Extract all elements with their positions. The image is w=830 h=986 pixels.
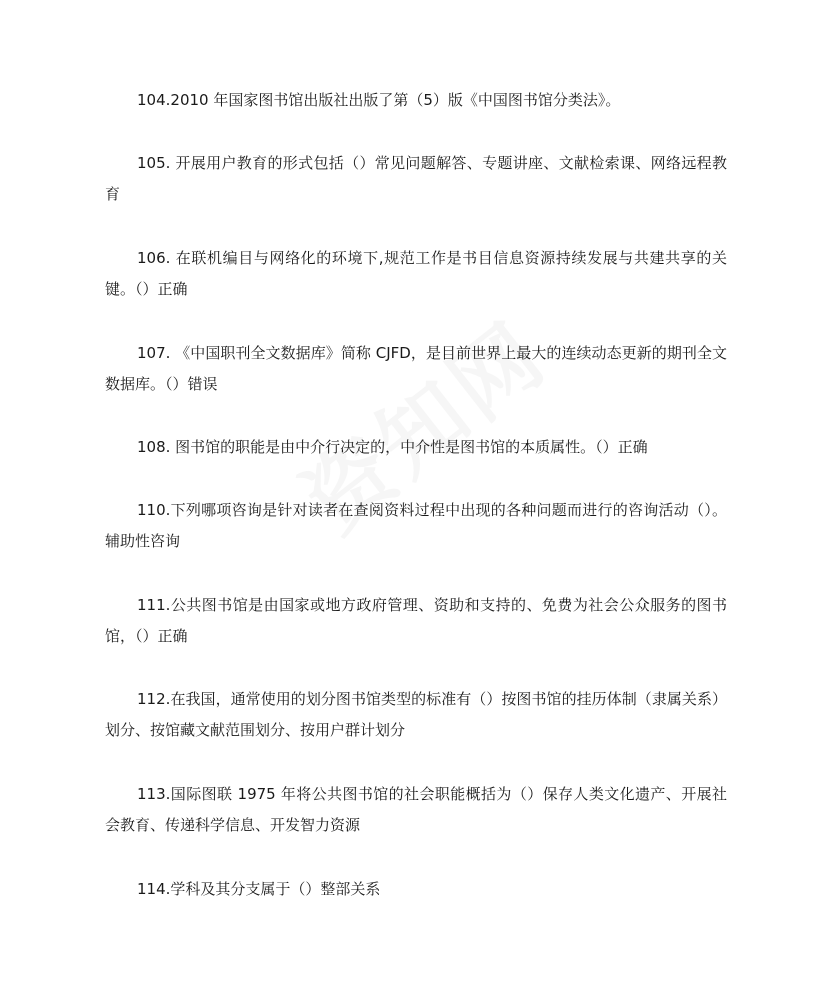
question-104 <box>137 85 737 116</box>
question-104-text: 104.2010 年国家图书馆出版社出版了第（5）版《中国图书馆分类法》。 <box>137 91 621 109</box>
question-114-text: 114.学科及其分支属于（）整部关系 <box>137 880 381 898</box>
question-112 <box>105 684 727 746</box>
question-114 <box>105 874 727 905</box>
question-108-text: 108. 图书馆的职能是由中介行决定的，中介性是图书馆的本质属性。（）正确 <box>137 438 648 456</box>
question-107-text: 107. 《中国职刊全文数据库》简称 CJFD，是目前世界上最大的连续动态更新的期刊全文数据库。（）错误 <box>105 344 727 393</box>
question-112-text: 112.在我国，通常使用的划分图书馆类型的标准有（）按图书馆的挂历体制（隶属关系）划分、按馆藏文献范围划分、按用户群计划分 <box>105 690 727 739</box>
question-111-text: 111.公共图书馆是由国家或地方政府管理、资助和支持的、免费为社会公众服务的图书馆，（）正确 <box>105 596 727 645</box>
question-105-text: 105. 开展用户教育的形式包括（）常见问题解答、专题讲座、文献检索课、网络远程教育 <box>105 154 727 203</box>
question-113 <box>105 779 727 841</box>
question-110 <box>105 495 727 557</box>
question-106-text: 106. 在联机编目与网络化的环境下,规范工作是书目信息资源持续发展与共建共享的关键。（）正确 <box>105 249 727 298</box>
question-113-text: 113.国际图联 1975 年将公共图书馆的社会职能概括为（）保存人类文化遗产、开展社会教育、传递科学信息、开发智力资源 <box>105 785 727 834</box>
question-111 <box>105 590 727 652</box>
question-107 <box>105 338 727 400</box>
question-108 <box>105 432 727 463</box>
question-110-text: 110.下列哪项咨询是针对读者在查阅资料过程中出现的各种问题而进行的咨询活动（）。辅助性咨询 <box>105 501 727 550</box>
question-105 <box>105 148 727 210</box>
question-106 <box>105 243 727 305</box>
